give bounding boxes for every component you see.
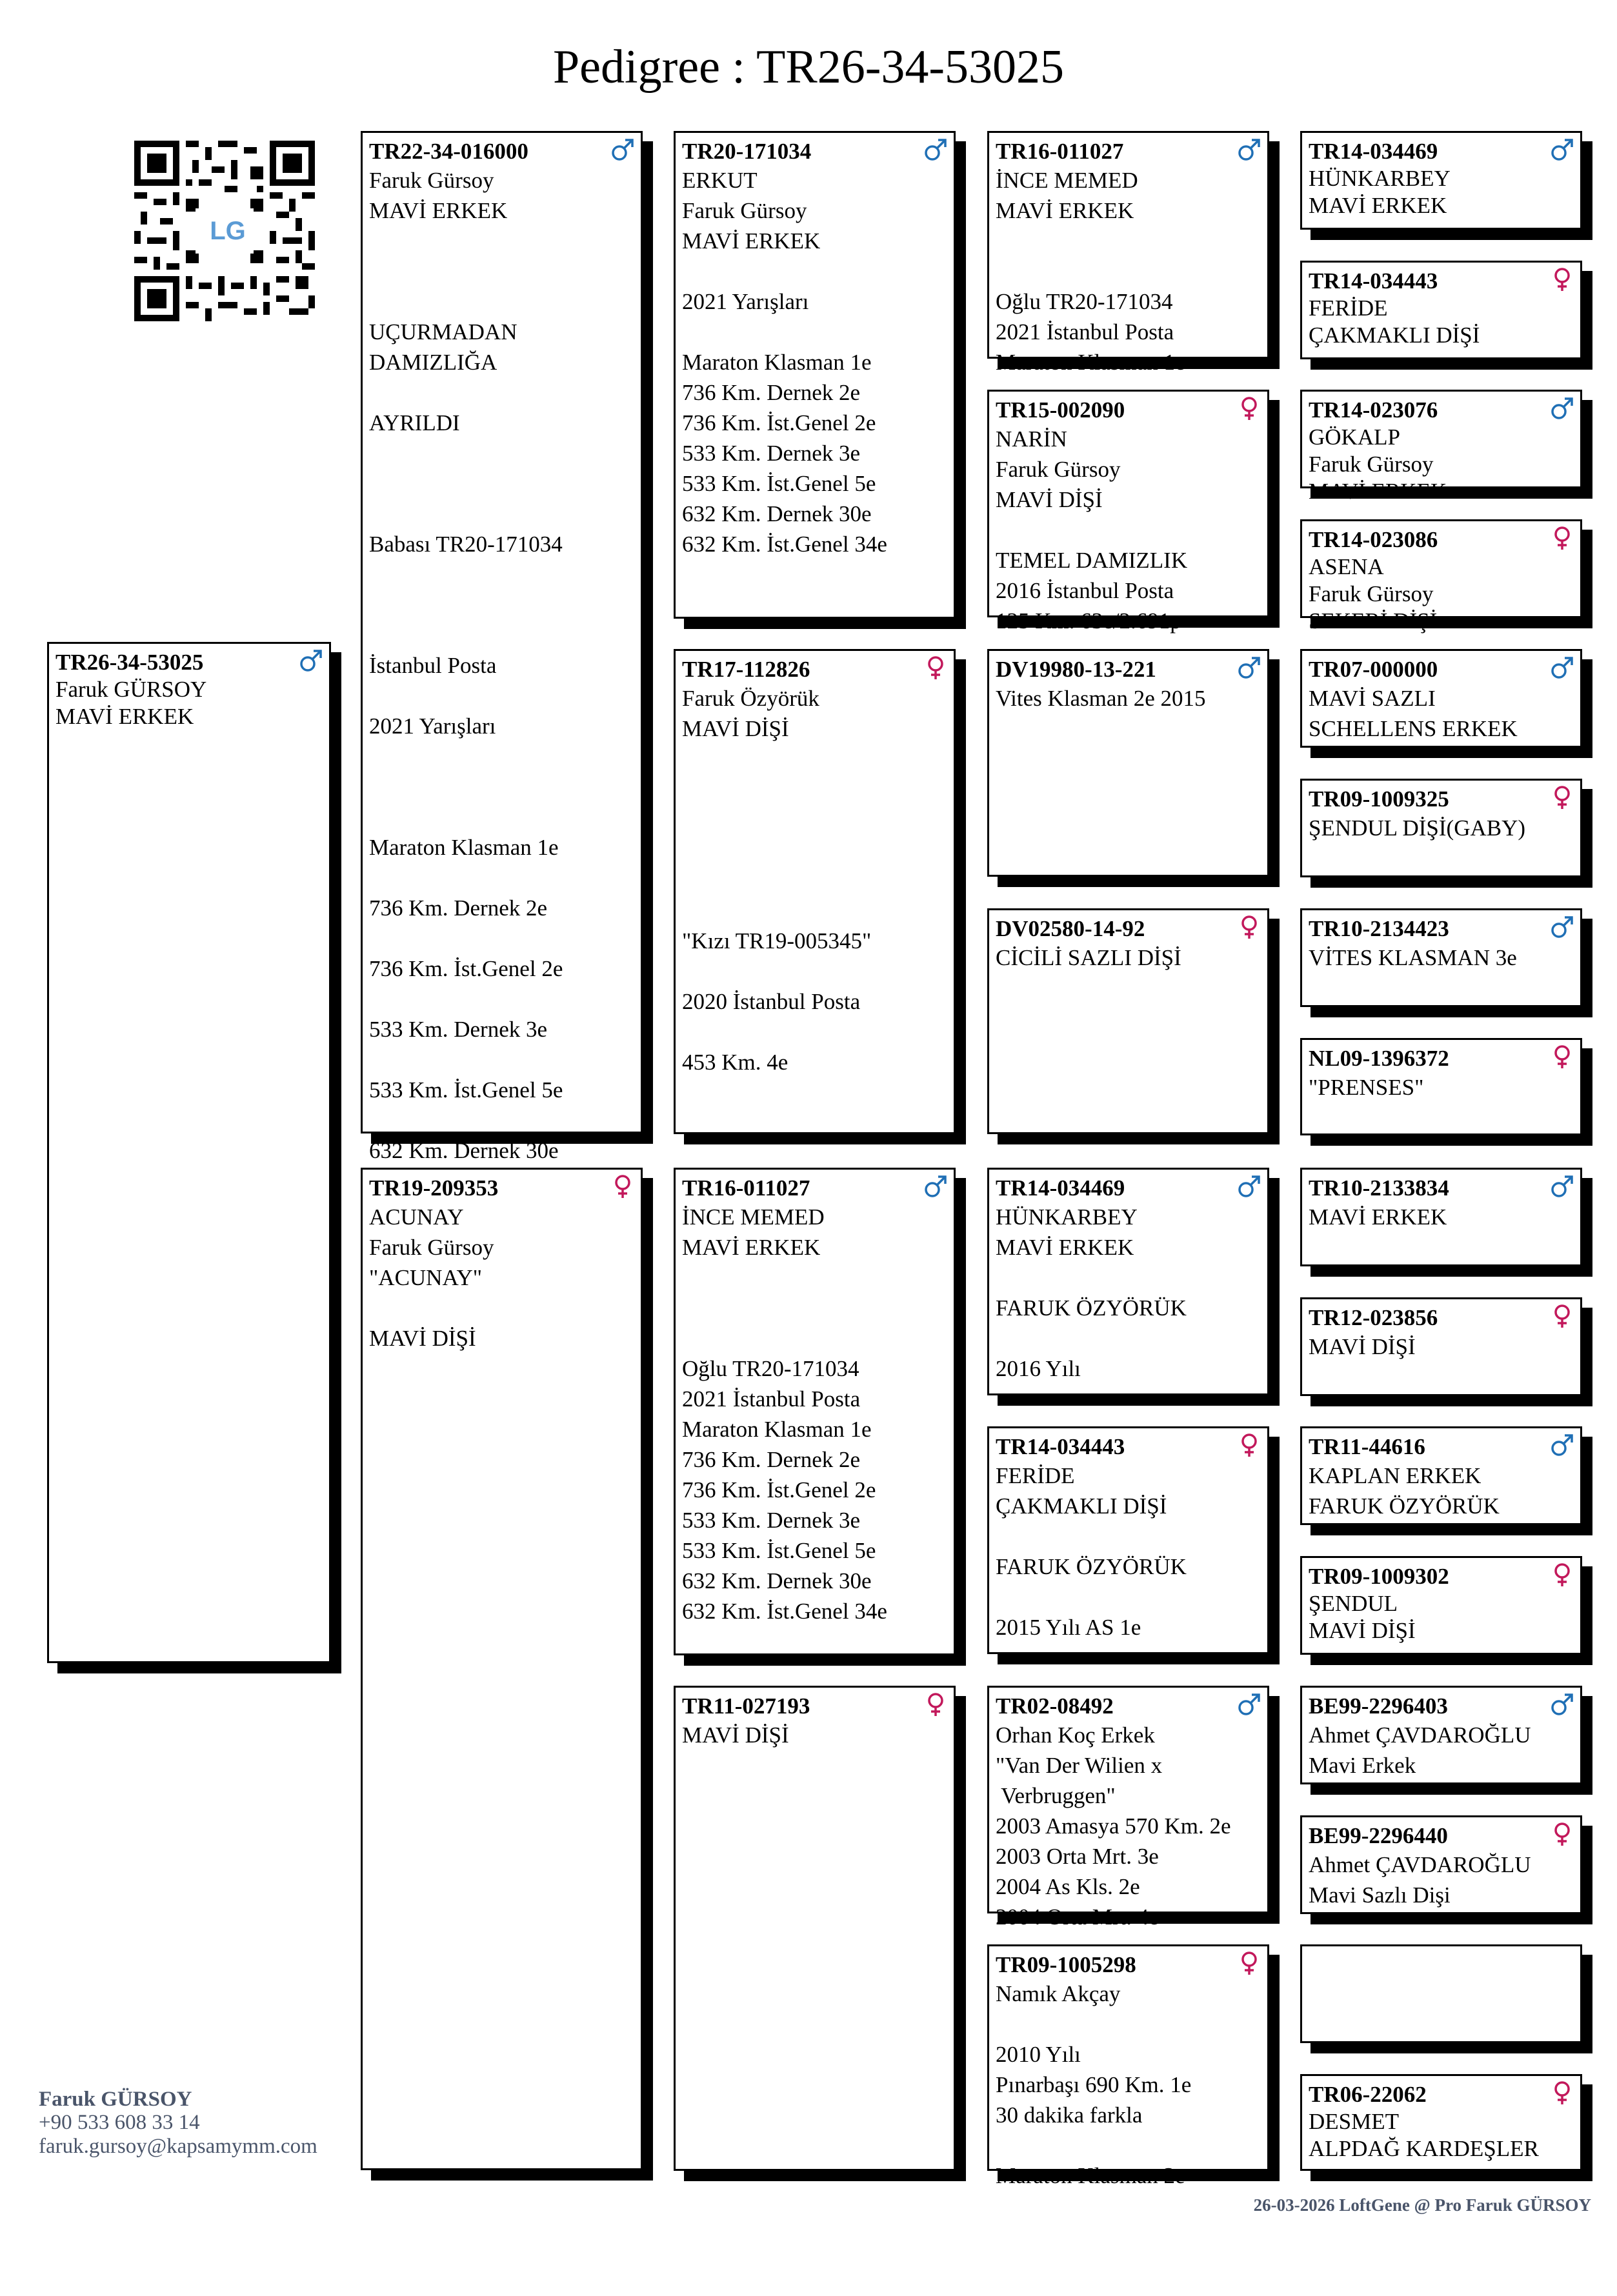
female-icon: [1549, 525, 1575, 551]
card-text-line: MAVİ ERKEK: [369, 198, 508, 223]
card-text-line: [682, 1017, 947, 1047]
card-text-line: [369, 1105, 634, 1135]
card-text-line: "Van Der Wilien x: [996, 1753, 1163, 1778]
card-text-line: [996, 515, 1261, 545]
female-icon: [1549, 266, 1575, 292]
card-text-line: İstanbul Posta: [369, 653, 497, 678]
ring-number: TR07-000000: [1309, 657, 1438, 682]
male-icon: [1236, 137, 1262, 163]
ring-number: NL09-1396372: [1309, 1046, 1449, 1071]
card-text-line: CİCİLİ SAZLI DİŞİ: [996, 945, 1181, 970]
female-icon: [923, 1692, 949, 1717]
card-text-line: [369, 863, 634, 893]
male-icon: [1549, 395, 1575, 421]
pedigree-card-g4-15[interactable]: [1300, 1944, 1582, 2043]
footer-phone: +90 533 608 33 14: [39, 2111, 200, 2134]
ring-number: TR14-034469: [1309, 139, 1438, 164]
card-text-line: [369, 1293, 634, 1323]
ring-number: TR11-44616: [1309, 1434, 1425, 1459]
card-text-line: ERKUT: [682, 168, 758, 193]
ring-number: DV02580-14-92: [996, 916, 1145, 941]
card-text-line: ACUNAY: [369, 1204, 464, 1230]
ring-number: TR14-034443: [1309, 268, 1438, 294]
pedigree-card-g3-3[interactable]: [987, 649, 1269, 877]
pedigree-card-g3-7[interactable]: [987, 1686, 1269, 1930]
card-text-line: Faruk Gürsoy: [369, 1235, 494, 1260]
card-text-line: DAMIZLIĞA: [369, 350, 497, 375]
ring-number: TR06-22062: [1309, 2082, 1427, 2107]
card-text-line: 2016 İstanbul Posta: [996, 578, 1174, 603]
card-text-line: [369, 499, 634, 529]
pedigree-card-g3-8[interactable]: [987, 1944, 1269, 2188]
ring-number: BE99-2296403: [1309, 1693, 1448, 1719]
card-text-line: 30 dakika farkla: [996, 2102, 1143, 2128]
card-text-line: VİTES KLASMAN 3e: [1309, 945, 1517, 970]
pedigree-card-g4-8[interactable]: [1300, 1038, 1582, 1135]
card-text-line: [682, 1263, 947, 1293]
female-icon: [1549, 1562, 1575, 1588]
card-text-line: Maraton Klasman 1e: [682, 350, 872, 375]
pedigree-card-g4-16[interactable]: [1300, 2074, 1582, 2171]
card-text-line: GÖKALP: [1309, 424, 1400, 450]
card-text-line: [369, 226, 634, 256]
card-text-line: MAVİ DİŞİ: [369, 1326, 476, 1351]
male-icon: [1549, 1173, 1575, 1199]
ring-number: TR16-011027: [996, 139, 1124, 164]
female-icon: [1549, 1303, 1575, 1329]
card-text-line: 632 Km. İst.Genel 34e: [682, 532, 887, 557]
ring-number: TR09-1009325: [1309, 786, 1449, 812]
card-text-line: NARİN: [996, 426, 1067, 452]
card-text-line: [996, 1582, 1261, 1612]
card-text-line: [996, 1521, 1261, 1552]
female-icon: [610, 1173, 636, 1199]
card-text-line: 2020 İstanbul Posta: [682, 989, 861, 1014]
pedigree-card-g3-2[interactable]: [987, 390, 1269, 634]
card-text-line: ALPDAĞ KARDEŞLER: [1309, 2136, 1539, 2161]
male-icon: [1236, 655, 1262, 681]
card-text-line: 125 Km. 63e/2.691p: [996, 608, 1181, 634]
card-text-line: [369, 984, 634, 1014]
ring-number: TR14-034443: [996, 1434, 1125, 1459]
card-text-line: 736 Km. Dernek 2e: [682, 1447, 861, 1472]
ring-number: TR16-011027: [682, 1175, 810, 1201]
card-text-line: 2004 Orta Mrt. 4e: [996, 1904, 1159, 1930]
card-text-line: 453 Km. 4e: [682, 1050, 788, 1075]
card-text-line: ÇAKMAKLI DİŞİ: [996, 1493, 1167, 1519]
card-text-line: Orhan Koç Erkek: [996, 1722, 1155, 1748]
pedigree-card-g4-4[interactable]: [1300, 519, 1582, 634]
card-text-line: İNCE MEMED: [996, 168, 1138, 193]
card-text-line: MAVİ ERKEK: [1309, 193, 1447, 218]
card-text-line: Mavi Erkek: [1309, 1753, 1416, 1778]
card-text-line: [369, 923, 634, 953]
card-text-line: [369, 620, 634, 650]
ring-number: TR17-112826: [682, 657, 810, 682]
card-text-line: Faruk Gürsoy: [1309, 581, 1434, 606]
card-text-line: [369, 559, 634, 590]
card-text-line: Oğlu TR20-171034: [682, 1356, 859, 1381]
card-text-line: Maraton Klasman 1e: [369, 835, 559, 860]
male-icon: [1549, 1432, 1575, 1458]
card-text-line: Maraton Klasman 1e: [996, 350, 1185, 375]
pedigree-card-g4-11[interactable]: [1300, 1426, 1582, 1525]
card-text-line: [682, 956, 947, 986]
card-text-line: ÇAKMAKLI DİŞİ: [1309, 323, 1480, 348]
pedigree-card-g4-7[interactable]: [1300, 908, 1582, 1007]
male-icon: [1549, 137, 1575, 163]
pedigree-card-g3-1[interactable]: [987, 131, 1269, 375]
card-text-line: Faruk Gürsoy: [682, 198, 807, 223]
pedigree-card-g3-6[interactable]: [987, 1426, 1269, 1654]
male-icon: [1549, 655, 1575, 681]
card-text-line: MAVİ DİŞİ: [1309, 1618, 1416, 1643]
pedigree-card-g4-3[interactable]: [1300, 390, 1582, 504]
pedigree-card-dam-dam[interactable]: [674, 1686, 956, 2171]
card-text-line: 736 Km. İst.Genel 2e: [682, 410, 876, 435]
ring-number: TR19-209353: [369, 1175, 499, 1201]
card-text-line: 533 Km. İst.Genel 5e: [682, 1538, 876, 1563]
card-text-line: ŞENDUL: [1309, 1591, 1398, 1616]
card-text-line: [682, 317, 947, 347]
pedigree-card-dam-sire[interactable]: [674, 1168, 956, 1655]
footer-owner-name: Faruk GÜRSOY: [39, 2088, 192, 2111]
card-text-line: 2003 Orta Mrt. 3e: [996, 1844, 1159, 1869]
card-text-line: [996, 2009, 1261, 2039]
card-text-line: MAVİ SAZLI: [1309, 686, 1436, 711]
female-icon: [1236, 395, 1262, 421]
ring-number: TR20-171034: [682, 139, 812, 164]
card-text-line: [682, 1293, 947, 1323]
card-text-line: ŞENDUL DİŞİ(GABY): [1309, 815, 1526, 841]
card-text-line: 2010 Yılı: [996, 2042, 1081, 2067]
pedigree-card-g4-14[interactable]: [1300, 1815, 1582, 1914]
card-text-line: HÜNKARBEY: [996, 1204, 1138, 1230]
card-text-line: 2021 Yarışları: [369, 714, 496, 739]
card-text-line: Oğlu TR20-171034: [996, 289, 1173, 314]
card-text-line: MAVİ ERKEK: [55, 704, 194, 729]
ring-number: TR10-2134423: [1309, 916, 1449, 941]
card-text-line: [682, 744, 947, 774]
card-text-line: 736 Km. Dernek 2e: [369, 895, 548, 921]
pedigree-card-dam[interactable]: [361, 1168, 643, 2170]
card-text-line: [369, 1044, 634, 1075]
card-text-line: [369, 590, 634, 620]
card-text-line: [369, 377, 634, 408]
pedigree-card-g4-9[interactable]: [1300, 1168, 1582, 1266]
card-text-line: 632 Km. İst.Genel 34e: [682, 1599, 887, 1624]
card-text-line: Ahmet ÇAVDAROĞLU: [1309, 1852, 1531, 1877]
card-text-line: MAVİ ERKEK: [682, 228, 821, 254]
card-text-line: KAPLAN ERKEK: [1309, 1463, 1481, 1488]
card-text-line: [996, 2130, 1261, 2161]
card-text-line: [996, 256, 1261, 286]
pedigree-card-subject[interactable]: [47, 642, 331, 1663]
ring-number: TR14-023076: [1309, 397, 1438, 423]
card-text-line: Faruk Gürsoy: [369, 168, 494, 193]
pedigree-card-g4-5[interactable]: [1300, 649, 1582, 748]
pedigree-card-g3-5[interactable]: [987, 1168, 1269, 1395]
ring-number: TR14-034469: [996, 1175, 1125, 1201]
pedigree-card-sire-sire[interactable]: [674, 131, 956, 619]
card-text-line: MAVİ DİŞİ: [682, 1722, 789, 1748]
card-text-line: 2016 Yılı: [996, 1356, 1081, 1381]
card-text-line: ASENA: [1309, 554, 1384, 579]
card-text-line: 2004 As Kls. 2e: [996, 1874, 1140, 1899]
male-icon: [1236, 1173, 1262, 1199]
male-icon: [1549, 1692, 1575, 1717]
card-text-line: [369, 772, 634, 802]
card-text-line: FERİDE: [996, 1463, 1075, 1488]
ring-number: TR26-34-53025: [55, 650, 204, 675]
pedigree-card-g4-2[interactable]: [1300, 261, 1582, 359]
card-text-line: Verbruggen": [996, 1783, 1116, 1808]
page-title: Pedigree : TR26-34-53025: [553, 41, 1064, 94]
card-text-line: 2021 İstanbul Posta: [682, 1386, 861, 1412]
footer-email[interactable]: faruk.gursoy@kapsamymm.com: [39, 2135, 317, 2158]
qr-code: [134, 141, 315, 321]
female-icon: [1236, 914, 1262, 940]
card-text-line: [996, 1263, 1261, 1293]
card-text-line: [682, 774, 947, 804]
card-text-line: Babası TR20-171034: [369, 532, 563, 557]
card-text-line: MAVİ DİŞİ: [682, 716, 789, 741]
female-icon: [1236, 1950, 1262, 1976]
card-text-line: [682, 256, 947, 286]
ring-number: TR02-08492: [996, 1693, 1114, 1719]
ring-number: TR11-027193: [682, 1693, 810, 1719]
card-text-line: Maraton Klasman 2e: [996, 2163, 1185, 2188]
pedigree-card-g4-10[interactable]: [1300, 1297, 1582, 1396]
card-text-line: 736 Km. İst.Genel 2e: [682, 1477, 876, 1502]
card-text-line: 533 Km. Dernek 3e: [682, 441, 861, 466]
male-icon: [923, 1173, 949, 1199]
card-text-line: FARUK ÖZYÖRÜK: [1309, 1493, 1500, 1519]
card-text-line: [682, 895, 947, 926]
card-text-line: Ahmet ÇAVDAROĞLU: [1309, 1722, 1531, 1748]
ring-number: BE99-2296440: [1309, 1823, 1448, 1848]
ring-number: TR09-1005298: [996, 1952, 1136, 1977]
card-text-line: HÜNKARBEY: [1309, 166, 1451, 191]
female-icon: [1549, 1821, 1575, 1847]
card-text-line: 632 Km. Dernek 30e: [682, 501, 872, 526]
card-text-line: MAVİ ERKEK: [682, 1235, 821, 1260]
ring-number: TR22-34-016000: [369, 139, 528, 164]
card-text-line: [996, 226, 1261, 256]
female-icon: [1549, 2080, 1575, 2106]
male-icon: [298, 648, 324, 674]
card-text-line: MAVİ ERKEK: [1309, 1204, 1447, 1230]
card-text-line: Faruk Gürsoy: [1309, 452, 1434, 477]
card-text-line: [682, 865, 947, 895]
card-text-line: 533 Km. Dernek 3e: [682, 1508, 861, 1533]
male-icon: [1236, 1692, 1262, 1717]
card-text-line: 632 Km. Dernek 30e: [682, 1568, 872, 1593]
ring-number: TR15-002090: [996, 397, 1125, 423]
card-text-line: 2015 Yılı AS 1e: [996, 1615, 1141, 1640]
card-text-line: Vites Klasman 2e 2015: [996, 686, 1206, 711]
ring-number: TR09-1009302: [1309, 1564, 1449, 1589]
male-icon: [1549, 914, 1575, 940]
card-text-line: UÇURMADAN: [369, 319, 517, 344]
female-icon: [923, 655, 949, 681]
female-icon: [1549, 784, 1575, 810]
pedigree-card-sire[interactable]: [361, 131, 643, 1163]
card-text-line: [369, 286, 634, 317]
card-text-line: 533 Km. İst.Genel 5e: [369, 1077, 563, 1103]
card-text-line: [369, 468, 634, 499]
card-text-line: TEMEL DAMIZLIK: [996, 548, 1188, 573]
female-icon: [1236, 1432, 1262, 1458]
ring-number: TR10-2133834: [1309, 1175, 1449, 1201]
male-icon: [923, 137, 949, 163]
pedigree-card-sire-dam[interactable]: [674, 649, 956, 1134]
qr-logo-label: LG: [210, 217, 246, 245]
card-text-line: "ACUNAY": [369, 1265, 483, 1290]
card-text-line: MAVİ ERKEK: [996, 198, 1134, 223]
card-text-line: AYRILDI: [369, 410, 460, 435]
card-text-line: SCHELLENS ERKEK: [1309, 716, 1518, 741]
card-text-line: [369, 681, 634, 711]
card-text-line: [682, 835, 947, 865]
pedigree-card-g4-13[interactable]: [1300, 1686, 1582, 1784]
pedigree-card-g4-12[interactable]: [1300, 1556, 1582, 1655]
card-text-line: 736 Km. Dernek 2e: [682, 380, 861, 405]
card-text-line: FERİDE: [1309, 295, 1388, 321]
card-text-line: [682, 1323, 947, 1353]
card-text-line: [369, 802, 634, 832]
card-text-line: 533 Km. Dernek 3e: [369, 1017, 548, 1042]
card-text-line: FARUK ÖZYÖRÜK: [996, 1554, 1187, 1579]
male-icon: [610, 137, 636, 163]
card-text-line: "PRENSES": [1309, 1075, 1424, 1100]
female-icon: [1549, 1044, 1575, 1070]
card-text-line: [369, 438, 634, 468]
card-text-line: [369, 741, 634, 772]
card-text-line: [682, 804, 947, 835]
card-text-line: 2021 Yarışları: [682, 289, 809, 314]
card-text-line: [996, 1323, 1261, 1353]
card-text-line: MAVİ ERKEK: [996, 1235, 1134, 1260]
card-text-line: Namık Akçay: [996, 1981, 1121, 2006]
card-text-line: 2021 İstanbul Posta: [996, 319, 1174, 344]
card-text-line: 632 Km. Dernek 30e: [369, 1138, 559, 1163]
card-text-line: 736 Km. İst.Genel 2e: [369, 956, 563, 981]
ring-number: TR14-023086: [1309, 527, 1438, 552]
card-text-line: DESMET: [1309, 2109, 1399, 2134]
card-text-line: MAVİ DİŞİ: [1309, 1334, 1416, 1359]
card-text-line: Faruk Özyörük: [682, 686, 819, 711]
card-text-line: MAVİ DİŞİ: [996, 487, 1103, 512]
footer-stamp: 26-03-2026 LoftGene @ Pro Faruk GÜRSOY: [1253, 2195, 1591, 2215]
card-text-line: İNCE MEMED: [682, 1204, 825, 1230]
card-text-line: MAVİ ERKEK: [1309, 479, 1447, 504]
card-text-line: Mavi Sazlı Dişi: [1309, 1882, 1451, 1908]
pedigree-card-g4-6[interactable]: [1300, 779, 1582, 877]
ring-number: DV19980-13-221: [996, 657, 1156, 682]
pedigree-card-g3-4[interactable]: [987, 908, 1269, 1134]
card-text-line: Maraton Klasman 1e: [682, 1417, 872, 1442]
card-text-line: Pınarbaşı 690 Km. 1e: [996, 2072, 1192, 2097]
card-text-line: 2003 Amasya 570 Km. 2e: [996, 1813, 1231, 1839]
pedigree-card-g4-1[interactable]: [1300, 131, 1582, 230]
card-text-line: SEKERİ DİŞİ: [1309, 608, 1438, 634]
card-text-line: 533 Km. İst.Genel 5e: [682, 471, 876, 496]
card-text-line: Faruk Gürsoy: [996, 457, 1121, 482]
card-text-line: [369, 256, 634, 286]
ring-number: TR12-023856: [1309, 1305, 1438, 1330]
card-text-line: Faruk GÜRSOY: [55, 677, 207, 702]
card-text-line: FARUK ÖZYÖRÜK: [996, 1295, 1187, 1321]
card-text-line: "Kızı TR19-005345": [682, 928, 872, 953]
